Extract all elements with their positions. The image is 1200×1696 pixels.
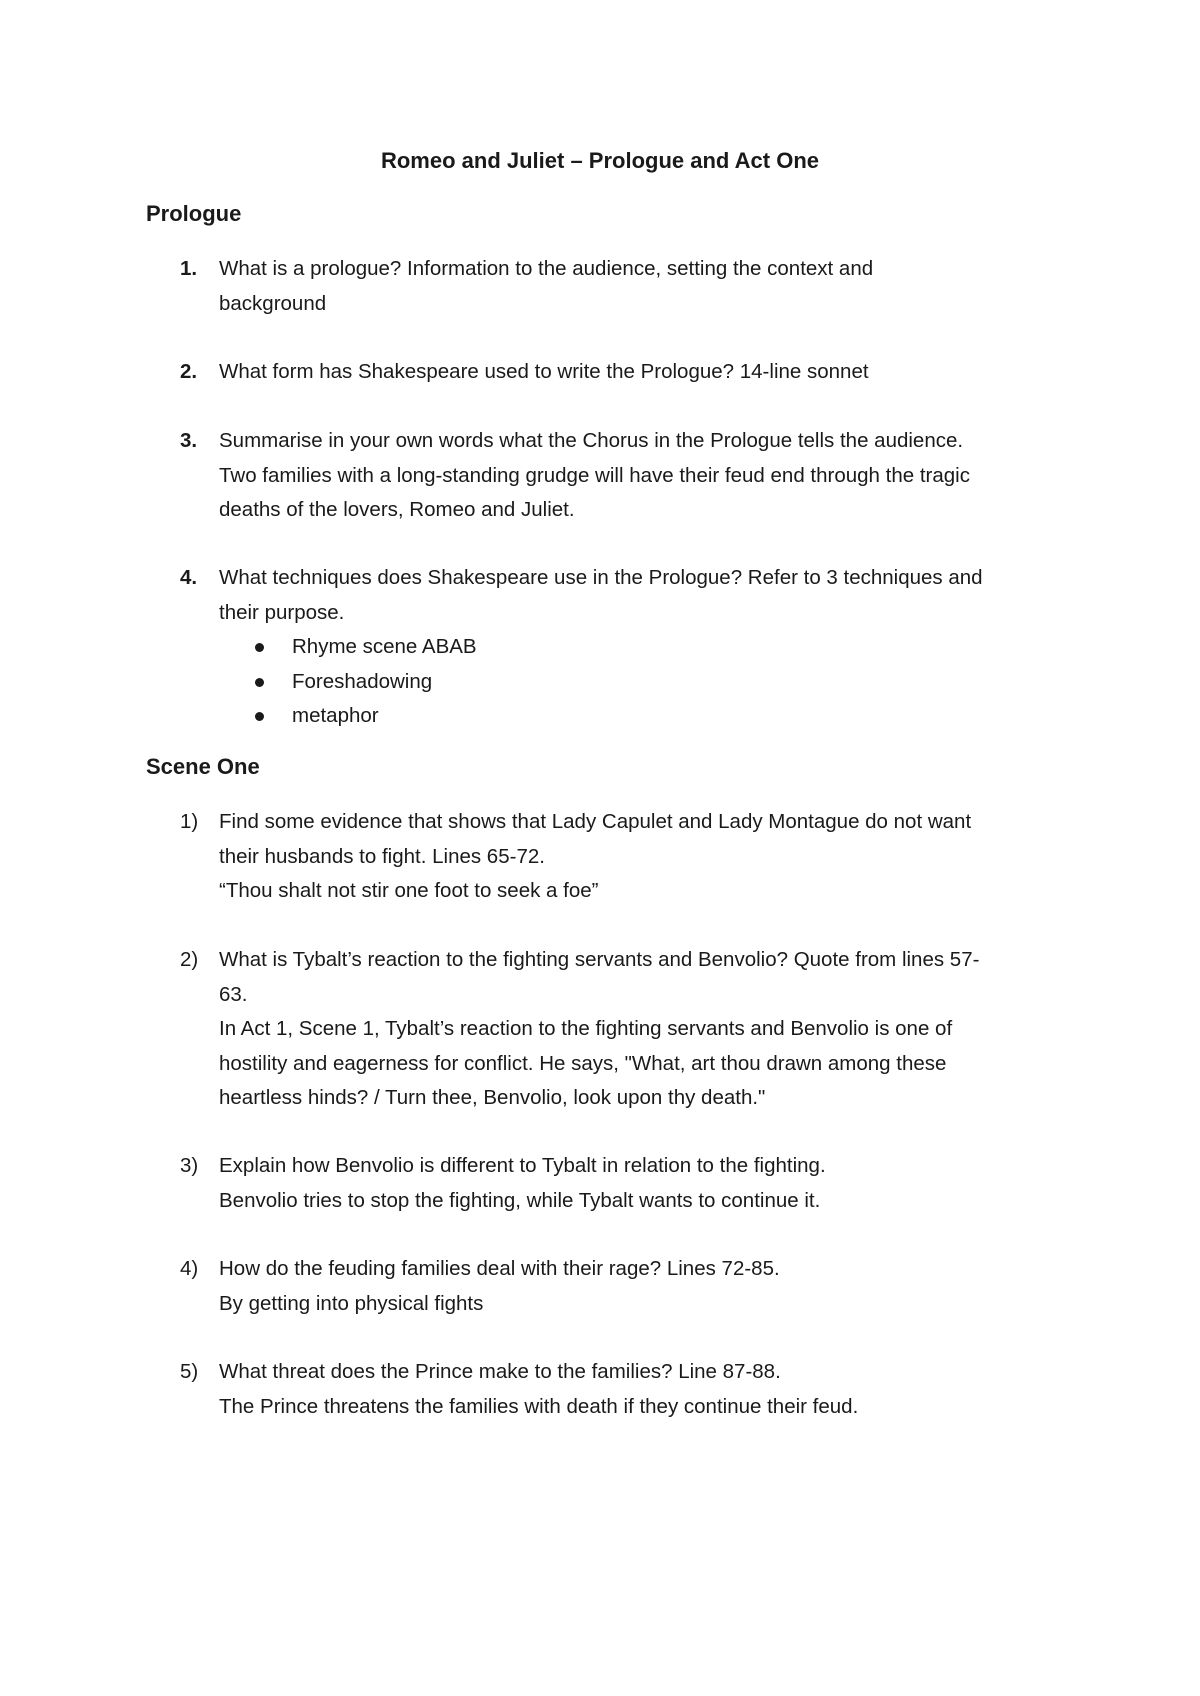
bullet-icon bbox=[255, 712, 264, 721]
technique-list bbox=[219, 630, 1066, 734]
section-heading-scene-one: Scene One bbox=[146, 754, 260, 779]
question-line: What techniques does Shakespeare use in the Prologue? Refer to 3 techniques and bbox=[219, 566, 983, 589]
question-number: 3) bbox=[180, 1154, 199, 1177]
answer-line: The Prince threatens the families with death if they continue their feud. bbox=[219, 1394, 859, 1418]
question-number: 4) bbox=[180, 1257, 199, 1280]
list-item: Foreshadowing bbox=[219, 665, 1066, 700]
question-line: What is a prologue? Information to the audience, setting the context and bbox=[219, 257, 874, 280]
answer-line: Two families with a long-standing grudge will have their feud end through the tragic bbox=[219, 463, 970, 487]
prologue-question-2 bbox=[146, 355, 1066, 390]
question-line: their purpose. bbox=[219, 600, 345, 624]
bullet-icon bbox=[255, 643, 264, 652]
question-line: What form has Shakespeare used to write the Prologue? 14-line sonnet bbox=[219, 360, 869, 383]
page-title: Romeo and Juliet – Prologue and Act One bbox=[380, 148, 820, 173]
prologue-question-3 bbox=[146, 424, 1066, 528]
answer-line: hostility and eagerness for conflict. He says, "What, art thou drawn among these bbox=[219, 1051, 947, 1075]
question-line: How do the feuding families deal with their rage? Lines 72-85. bbox=[219, 1257, 780, 1280]
question-number: 1) bbox=[180, 810, 199, 833]
question-number: 3. bbox=[180, 429, 198, 452]
answer-line: In Act 1, Scene 1, Tybalt’s reaction to the fighting servants and Benvolio is one of bbox=[219, 1017, 953, 1040]
answer-line: deaths of the lovers, Romeo and Juliet. bbox=[219, 498, 575, 521]
prologue-question-4 bbox=[146, 561, 1066, 734]
question-line: Summarise in your own words what the Chorus in the Prologue tells the audience. bbox=[219, 429, 964, 452]
question-line: Explain how Benvolio is different to Tybalt in relation to the fighting. bbox=[219, 1154, 826, 1177]
question-line: their husbands to fight. Lines 65-72. bbox=[219, 844, 545, 868]
bullet-icon bbox=[255, 678, 264, 687]
list-item: Rhyme scene ABAB bbox=[219, 630, 1066, 665]
question-line: What threat does the Prince make to the families? Line 87-88. bbox=[219, 1360, 781, 1383]
question-number: 2) bbox=[180, 948, 199, 971]
answer-line: “Thou shalt not stir one foot to seek a foe” bbox=[219, 879, 599, 902]
question-line: Find some evidence that shows that Lady Capulet and Lady Montague do not want bbox=[219, 810, 972, 833]
scene-one-question-5 bbox=[146, 1355, 1066, 1424]
question-line: What is Tybalt’s reaction to the fighting servants and Benvolio? Quote from lines 57- bbox=[219, 948, 980, 971]
scene-one-question-1 bbox=[146, 805, 1066, 909]
section-heading-prologue: Prologue bbox=[146, 201, 242, 226]
scene-one-question-2 bbox=[146, 943, 1066, 1116]
question-line: background bbox=[219, 291, 327, 315]
question-number: 5) bbox=[180, 1360, 199, 1383]
answer-line: Benvolio tries to stop the fighting, while Tybalt wants to continue it. bbox=[219, 1188, 821, 1212]
question-number: 2. bbox=[180, 360, 198, 383]
question-number: 1. bbox=[180, 257, 198, 280]
answer-line: heartless hinds? / Turn thee, Benvolio, look upon thy death." bbox=[219, 1086, 766, 1109]
question-line: 63. bbox=[219, 982, 248, 1006]
question-number: 4. bbox=[180, 566, 198, 589]
scene-one-question-3 bbox=[146, 1149, 1066, 1218]
scene-one-question-4 bbox=[146, 1252, 1066, 1321]
prologue-question-1 bbox=[146, 252, 1066, 321]
answer-line: By getting into physical fights bbox=[219, 1291, 484, 1315]
list-item: metaphor bbox=[219, 699, 1066, 734]
